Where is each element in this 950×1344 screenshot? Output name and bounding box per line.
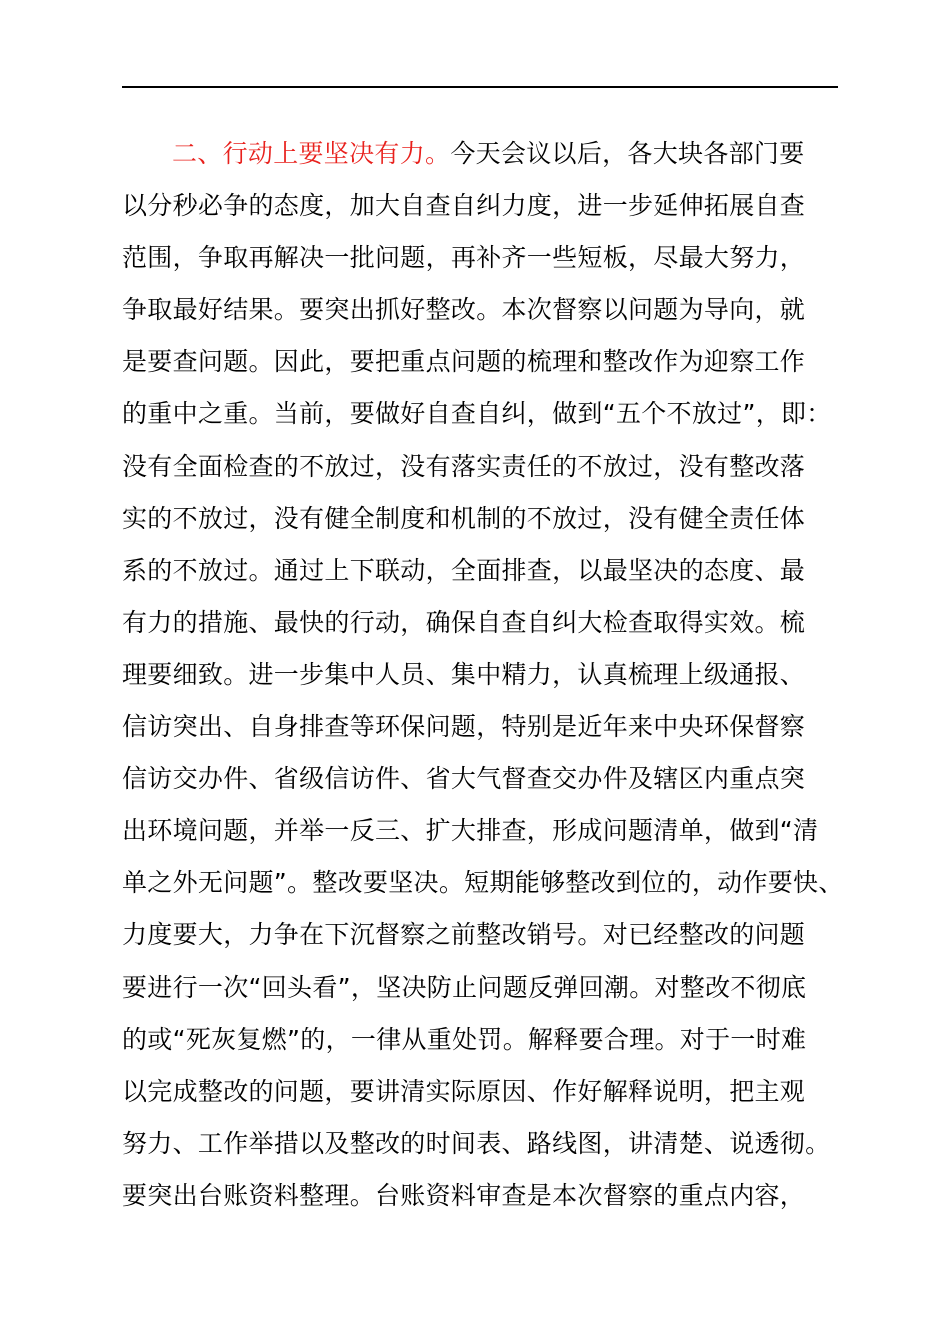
- paragraph-line-19: 以完成整改的问题，要讲清实际原因、作好解释说明，把主观: [122, 1076, 806, 1106]
- paragraph-line-4: 争取最好结果。要突出抓好整改。本次督察以问题为导向，就: [122, 295, 806, 325]
- paragraph-line-17: 要进行一次“回头看”，坚决防止问题反弹回潮。对整改不彻底: [122, 972, 807, 1002]
- line-text: 今天会议以后，各大块各部门要: [450, 139, 805, 168]
- paragraph-line-3: 范围，争取再解决一批问题，再补齐一些短板，尽最大努力，: [122, 243, 806, 273]
- paragraph-line-14: 出环境问题，并举一反三、扩大排查，形成问题清单，做到“清: [122, 816, 819, 846]
- paragraph-line-7: 没有全面检查的不放过，没有落实责任的不放过，没有整改落: [122, 451, 806, 481]
- paragraph-line-10: 有力的措施、最快的行动，确保自查自纠大检查取得实效。梳: [122, 607, 806, 637]
- paragraph-line-13: 信访交办件、省级信访件、省大气督查交办件及辖区内重点突: [122, 764, 806, 794]
- paragraph-line-21: 要突出台账资料整理。台账资料审查是本次督察的重点内容，: [122, 1180, 806, 1210]
- paragraph-line-6: 的重中之重。当前，要做好自查自纠，做到“五个不放过”，即：: [122, 399, 832, 429]
- section-heading: 二、行动上要坚决有力。: [172, 139, 451, 168]
- paragraph-line-1: [122, 128, 862, 180]
- paragraph-line-5: 是要查问题。因此，要把重点问题的梳理和整改作为迎察工作: [122, 347, 806, 377]
- document-body: [122, 128, 862, 1222]
- paragraph-line-12: 信访突出、自身排查等环保问题，特别是近年来中央环保督察: [122, 712, 806, 742]
- paragraph-line-11: 理要细致。进一步集中人员、集中精力，认真梳理上级通报、: [122, 659, 806, 689]
- header-rule: [122, 86, 838, 88]
- paragraph-line-15: 单之外无问题”。整改要坚决。短期能够整改到位的，动作要快、: [122, 868, 844, 898]
- paragraph-line-18: 的或“死灰复燃”的，一律从重处罚。解释要合理。对于一时难: [122, 1024, 807, 1054]
- paragraph-line-2: 以分秒必争的态度，加大自查自纠力度，进一步延伸拓展自查: [122, 191, 806, 221]
- paragraph-line-20: 努力、工作举措以及整改的时间表、路线图，讲清楚、说透彻。: [122, 1128, 831, 1158]
- paragraph-line-9: 系的不放过。通过上下联动，全面排查，以最坚决的态度、最: [122, 555, 806, 585]
- paragraph-line-16: 力度要大，力争在下沉督察之前整改销号。对已经整改的问题: [122, 920, 806, 950]
- paragraph-line-8: 实的不放过，没有健全制度和机制的不放过，没有健全责任体: [122, 503, 806, 533]
